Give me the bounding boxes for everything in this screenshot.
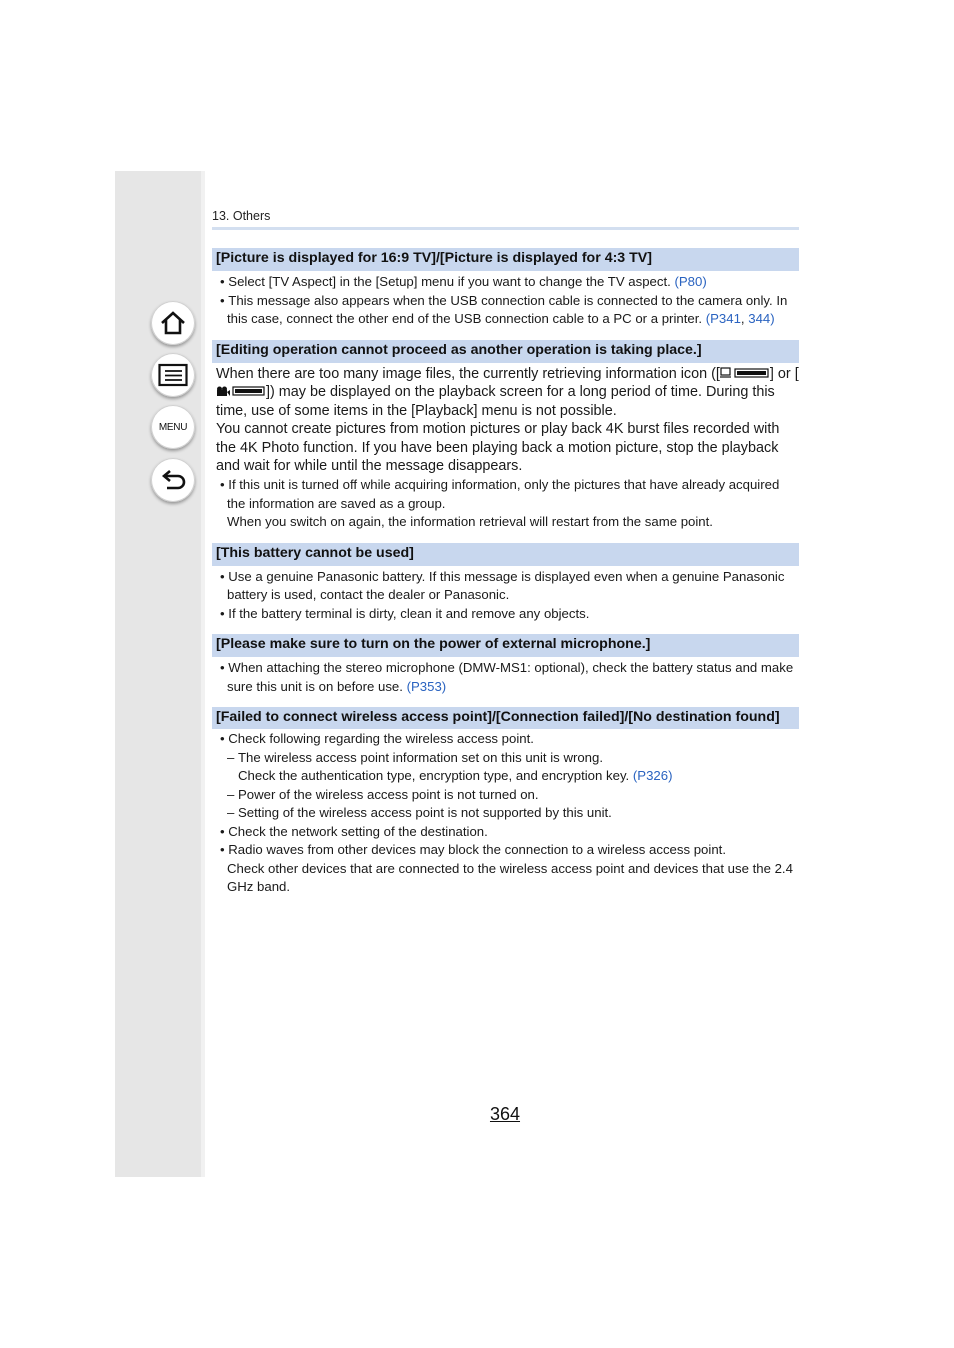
page-link[interactable]: (P353): [406, 678, 447, 694]
section-heading: [Editing operation cannot proceed as another operation is taking place.]: [212, 340, 799, 363]
page-content: [212, 248, 799, 897]
back-button[interactable]: [151, 458, 195, 502]
sub-item-text: Setting of the wireless access point is not supported by this unit.: [238, 805, 612, 821]
paragraph: [212, 365, 799, 421]
section-heading: [Failed to connect wireless access point]/[Connection failed]/[No destination found]: [212, 707, 799, 729]
bullet-item: • If the battery terminal is dirty, clean it and remove any objects.: [220, 605, 590, 621]
contents-button[interactable]: [151, 353, 195, 397]
bullet-text: Use a genuine Panasonic battery. If this message is displayed even when a genuine Panasonic battery is used, contact the dealer or Panasonic.: [227, 568, 785, 603]
page-link[interactable]: 344): [748, 311, 775, 326]
motion-picture-retrieving-icon: [216, 385, 266, 397]
sub-item: – The wireless access point information set on this unit is wrong. Check the authentication type, encryption type, and encryption key. (P326): [227, 749, 673, 784]
sub-item: – Setting of the wireless access point is not supported by this unit.: [227, 805, 612, 821]
sub-item-text: Power of the wireless access point is not turned on.: [238, 786, 539, 802]
bullet-item: • This message also appears when the USB connection cable is connected to the camera only. In this case, connect the other end of the USB connection cable to a PC or a printer. (P341, 344): [220, 292, 788, 326]
section-heading: [This battery cannot be used]: [212, 543, 799, 566]
bullet-item: • When attaching the stereo microphone (DMW-MS1: optional), check the battery status and make sure this unit is on before use. (P353): [220, 660, 794, 694]
bullet-item: • If this unit is turned off while acquiring information, only the pictures that have already acquired the information are saved as a group. When you switch on again, the information retrieval will restart from the same point.: [220, 477, 780, 530]
menu-icon: MENU: [158, 421, 188, 433]
bullet-item: • Select [TV Aspect] in the [Setup] menu if you want to change the TV aspect. (P80): [220, 274, 707, 289]
paragraph-text: When there are too many image files, the currently retrieving information icon ([: [216, 365, 720, 382]
bullet-text: Radio waves from other devices may block the connection to a wireless access point.: [228, 842, 726, 858]
sidebar-divider: [201, 171, 205, 1177]
bullet-item: • Check the network setting of the destination.: [220, 823, 488, 839]
bullet-item: • Check following regarding the wireless access point.: [220, 731, 534, 747]
section-heading: [Please make sure to turn on the power of external microphone.]: [212, 634, 799, 657]
header-rule: [212, 227, 799, 230]
section-heading: [Picture is displayed for 16:9 TV]/[Picture is displayed for 4:3 TV]: [212, 248, 799, 271]
bullet-item: • Radio waves from other devices may block the connection to a wireless access point. Check other devices that are connected to the wireless access point and devices that use the 2.4 GHz band.: [220, 842, 793, 895]
sub-item: – Power of the wireless access point is not turned on.: [227, 786, 539, 802]
bullet-text: If this unit is turned off while acquiring information, only the pictures that have already acquired the information are saved as a group.: [227, 477, 780, 511]
paragraph-text: ]) may be displayed on the playback screen for a long period of time. During this time, use of some items in the [Playback] menu is not possible.: [216, 384, 775, 419]
sub-item-text: The wireless access point information set on this unit is wrong.: [238, 749, 604, 765]
menu-button[interactable]: [151, 405, 195, 449]
bullet-item: • Use a genuine Panasonic battery. If this message is displayed even when a genuine Panasonic battery is used, contact the dealer or Panasonic.: [220, 568, 785, 603]
list-icon: [158, 363, 188, 387]
home-button[interactable]: [151, 301, 195, 345]
retrieving-info-icon: [720, 367, 770, 379]
bullet-text: When you switch on again, the information retrieval will restart from the same point.: [227, 514, 713, 530]
page-link[interactable]: (P80): [674, 274, 707, 289]
bullet-text: Select [TV Aspect] in the [Setup] menu if you want to change the TV aspect.: [228, 274, 671, 289]
bullet-text: If the battery terminal is dirty, clean it and remove any objects.: [228, 605, 590, 621]
back-arrow-icon: [159, 467, 187, 493]
home-icon: [159, 309, 187, 337]
page-link[interactable]: (P326): [632, 768, 673, 784]
page-number: 364: [489, 1104, 521, 1124]
chapter-title: 13. Others: [212, 209, 271, 223]
sub-item-text: Check the authentication type, encryption type, and encryption key.: [238, 768, 630, 784]
paragraph: You cannot create pictures from motion pictures or play back 4K burst files recorded with the 4K Photo function. If you have been playing back a motion picture, stop the playback and wait for while until the message disappears.: [216, 421, 780, 475]
link-separator: ,: [740, 311, 749, 326]
page-link[interactable]: (P341: [705, 311, 741, 326]
bullet-text: Check following regarding the wireless access point.: [228, 731, 534, 747]
bullet-text: Check the network setting of the destination.: [228, 823, 488, 839]
bullet-text: This message also appears when the USB connection cable is connected to the camera only. In this case, connect the other end of the USB connection cable to a PC or a printer.: [227, 292, 788, 326]
bullet-text: Check other devices that are connected to the wireless access point and devices that use the 2.4 GHz band.: [227, 860, 793, 895]
paragraph-text: ] or [: [769, 365, 799, 382]
bullet-text: When attaching the stereo microphone (DMW-MS1: optional), check the battery status and make sure this unit is on before use.: [227, 660, 794, 694]
